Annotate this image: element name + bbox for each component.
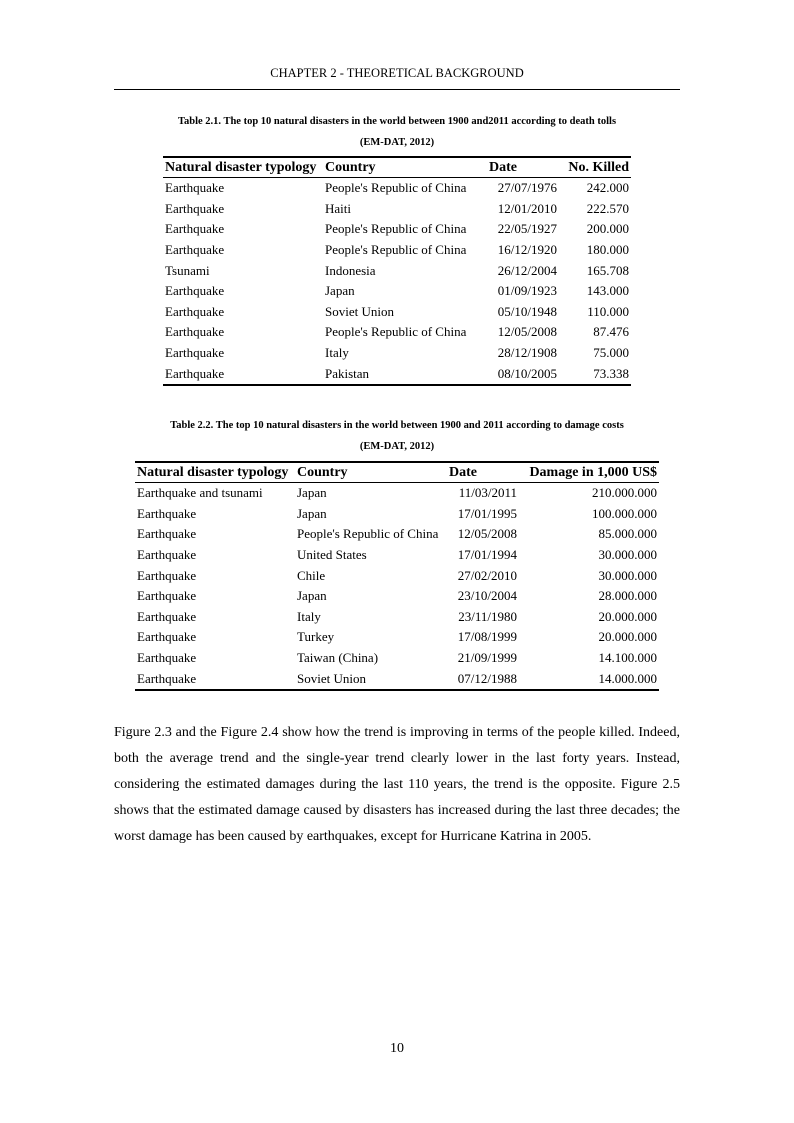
country-cell: Soviet Union [325,303,394,319]
typology-cell: Earthquake and tsunami [137,485,263,501]
date-cell: 07/12/1988 [447,668,519,690]
typology-cell: Tsunami [165,262,210,278]
date-cell: 27/07/1976 [497,180,557,196]
country-cell: Soviet Union [295,668,447,690]
date-cell: 05/10/1948 [497,303,557,319]
running-header: CHAPTER 2 - THEORETICAL BACKGROUND [270,66,524,80]
table2-caption-source: (EM-DAT, 2012) [359,441,435,452]
typology-cell: Earthquake [163,363,323,385]
table2-caption [114,415,680,457]
country-cell: Pakistan [323,363,487,385]
table-header-row [135,462,659,483]
value-cell: 14.000.000 [519,668,659,690]
country-cell: Turkey [297,629,335,645]
table-row [163,343,631,364]
table-row [163,363,631,385]
table2-caption-title: Table 2.2. The top 10 natural disasters in the world between 1900 and 2011 according to damage costs [170,420,624,431]
typology-cell: Earthquake [137,567,197,583]
date-cell: 17/01/1994 [457,547,517,563]
country-cell: Japan [297,485,327,501]
value-cell: 180.000 [586,242,629,258]
value-cell: 28.000.000 [598,588,657,604]
value-cell: 222.570 [586,200,629,216]
table-row [163,260,631,281]
value-cell: 210.000.000 [592,485,657,501]
value-cell: 165.708 [586,262,629,278]
value-cell: 20.000.000 [598,608,657,624]
country-cell: People's Republic of China [325,324,467,340]
country-cell: Japan [297,588,327,604]
country-cell: Haiti [325,200,351,216]
date-cell: 08/10/2005 [487,363,559,385]
table-row [135,565,659,586]
column-header-country: Country [295,462,447,483]
body-paragraph: Figure 2.3 and the Figure 2.4 show how the trend is improving in terms of the people killed. Indeed, both the average trend and the single-year trend clearly lower in the last forty years. Instead, considering the estimated damages during the last 110 years, the trend is the opposite. Figure 2.5 shows that the estimated damage caused by disasters has increased during the last three decades; the worst damage has been caused by earthquakes, except for Hurricane Katrina in 2005. [114,725,680,844]
typology-cell: Earthquake [165,180,225,196]
column-header-typology: Natural disaster typology [135,462,295,483]
damage-cost-table [135,461,659,691]
value-cell: 143.000 [586,283,629,299]
country-cell: Taiwan (China) [297,650,379,666]
country-cell: People's Republic of China [297,526,439,542]
date-cell: 26/12/2004 [497,262,557,278]
country-cell: People's Republic of China [325,180,467,196]
country-cell: Italy [297,608,321,624]
table-row [135,524,659,545]
table-row [135,607,659,628]
typology-cell: Earthquake [165,303,225,319]
typology-cell: Earthquake [165,345,225,361]
column-header-date: Date [447,462,519,483]
typology-cell: Earthquake [137,650,197,666]
table-row [135,668,659,690]
column-header-typology: Natural disaster typology [163,157,323,178]
table-row [135,627,659,648]
country-cell: People's Republic of China [325,221,467,237]
column-header-country: Country [323,157,487,178]
page-number: 10 [390,1041,404,1056]
date-cell: 21/09/1999 [457,650,517,666]
value-cell: 85.000.000 [598,526,657,542]
value-cell: 75.000 [593,345,629,361]
date-cell: 01/09/1923 [497,283,557,299]
value-cell: 20.000.000 [598,629,657,645]
value-cell: 30.000.000 [598,547,657,563]
country-cell: People's Republic of China [325,242,467,258]
value-cell: 242.000 [586,180,629,196]
table-row [135,483,659,504]
header-rule [114,89,680,90]
typology-cell: Earthquake [137,629,197,645]
country-cell: Japan [325,283,355,299]
date-cell: 17/08/1999 [457,629,517,645]
country-cell: Italy [325,345,349,361]
value-cell: 30.000.000 [598,567,657,583]
date-cell: 28/12/1908 [497,345,557,361]
column-header-date: Date [487,157,559,178]
date-cell: 12/05/2008 [497,324,557,340]
table-row [163,240,631,261]
country-cell: United States [297,547,367,563]
table-row [163,302,631,323]
table1-caption [114,111,680,153]
date-cell: 23/11/1980 [458,608,517,624]
typology-cell: Earthquake [137,505,197,521]
table-row [163,322,631,343]
date-cell: 16/12/1920 [497,242,557,258]
date-cell: 22/05/1927 [497,221,557,237]
table-row [163,178,631,199]
table1-caption-source: (EM-DAT, 2012) [359,137,435,148]
country-cell: Chile [297,567,326,583]
table-row [163,219,631,240]
country-cell: Japan [297,505,327,521]
table-row [135,504,659,525]
typology-cell: Earthquake [137,608,197,624]
column-header-damage: Damage in 1,000 US$ [519,462,659,483]
date-cell: 12/01/2010 [497,200,557,216]
table-row [163,199,631,220]
typology-cell: Earthquake [137,526,197,542]
date-cell: 27/02/2010 [457,567,517,583]
date-cell: 17/01/1995 [457,505,517,521]
value-cell: 200.000 [586,221,629,237]
date-cell: 23/10/2004 [457,588,517,604]
death-toll-table [163,156,631,386]
value-cell: 87.476 [593,324,629,340]
typology-cell: Earthquake [165,221,225,237]
date-cell: 11/03/2011 [458,485,517,501]
country-cell: Indonesia [325,262,376,278]
table-row [163,281,631,302]
typology-cell: Earthquake [165,242,225,258]
value-cell: 100.000.000 [592,505,657,521]
table-header-row [163,157,631,178]
typology-cell: Earthquake [135,668,295,690]
table-row [135,545,659,566]
date-cell: 12/05/2008 [457,526,517,542]
value-cell: 110.000 [587,303,629,319]
typology-cell: Earthquake [137,588,197,604]
typology-cell: Earthquake [165,283,225,299]
table1-caption-title: Table 2.1. The top 10 natural disasters in the world between 1900 and2011 according to death tolls [177,116,617,127]
typology-cell: Earthquake [165,200,225,216]
typology-cell: Earthquake [137,547,197,563]
table-row [135,586,659,607]
typology-cell: Earthquake [165,324,225,340]
value-cell: 14.100.000 [598,650,657,666]
column-header-killed: No. Killed [559,157,631,178]
table-row [135,648,659,669]
value-cell: 73.338 [559,363,631,385]
